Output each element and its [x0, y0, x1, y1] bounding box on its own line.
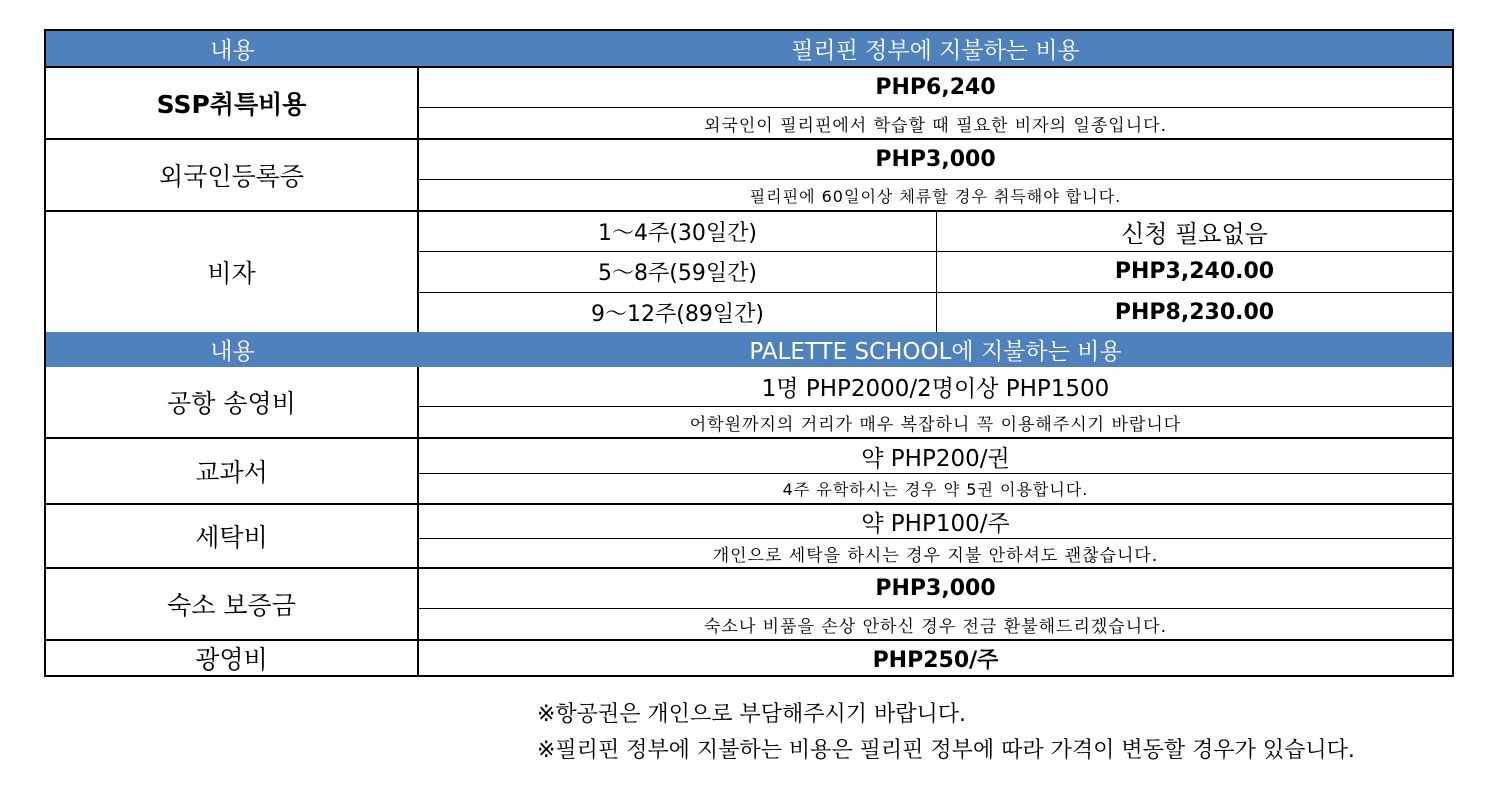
utility-price: PHP250/주 [872, 647, 999, 673]
visa-period: 5～8주(59일간) [419, 252, 937, 291]
visa-option-1 [419, 212, 1452, 251]
deposit-note: 숙소나 비품을 손상 안하신 경우 전금 환불해드리겠습니다. [419, 608, 1452, 639]
ssp-note: 외국인이 필리핀에서 학습할 때 필요한 비자의 일종입니다. [419, 107, 1452, 138]
school-header-left: 내용 [210, 339, 255, 365]
gov-header-left: 내용 [210, 38, 255, 64]
acr-price: PHP3,000 [875, 147, 996, 172]
textbook-price: 약 PHP200/권 [861, 445, 1010, 472]
pickup-price: 1명 PHP2000/2명이상 PHP1500 [761, 376, 1110, 402]
laundry-note: 개인으로 세탁을 하시는 경우 지불 안하셔도 괜찮습니다. [419, 538, 1452, 567]
visa-fee: PHP8,230.00 [1114, 299, 1275, 325]
visa-option-3 [419, 292, 1452, 332]
acr-row [46, 138, 1452, 210]
gov-header-right: 필리핀 정부에 지불하는 비용 [791, 38, 1080, 64]
deposit-row [46, 567, 1452, 639]
textbook-row [46, 437, 1452, 503]
laundry-price: 약 PHP100/주 [861, 511, 1010, 537]
visa-fee: 신청 필요없음 [1121, 220, 1268, 249]
deposit-label: 숙소 보증금 [46, 569, 419, 639]
deposit-price: PHP3,000 [875, 576, 996, 601]
gov-header-row [46, 31, 1452, 66]
textbook-label: 교과서 [46, 439, 419, 503]
laundry-row [46, 503, 1452, 567]
laundry-label: 세탁비 [46, 505, 419, 567]
pickup-note: 어학원까지의 거리가 매우 복잡하니 꼭 이용해주시기 바랍니다 [419, 406, 1452, 437]
ssp-row [46, 66, 1452, 138]
acr-note: 필리핀에 60일이상 체류할 경우 취득해야 합니다. [419, 179, 1452, 210]
footnote-airfare: ※항공권은 개인으로 부담해주시기 바랍니다. [537, 702, 966, 727]
school-header-right: PALETTE SCHOOL에 지불하는 비용 [749, 339, 1122, 365]
visa-fee: PHP3,240.00 [1114, 259, 1275, 285]
textbook-note: 4주 유학하시는 경우 약 5권 이용합니다. [419, 473, 1452, 503]
school-header-row [46, 332, 1452, 367]
utility-row [46, 639, 1452, 675]
visa-label: 비자 [46, 212, 419, 332]
footnote-price-change: ※필리핀 정부에 지불하는 비용은 필리핀 정부에 따라 가격이 변동할 경우가 있습니다. [537, 738, 1355, 763]
ssp-label: SSP취특비용 [46, 68, 419, 138]
utility-label: 광영비 [46, 641, 419, 675]
visa-period: 1～4주(30일간) [419, 212, 937, 251]
fee-table [44, 29, 1454, 677]
ssp-price: PHP6,240 [875, 75, 996, 100]
pickup-row [46, 367, 1452, 437]
visa-row [46, 210, 1452, 332]
visa-period: 9～12주(89일간) [419, 293, 937, 332]
pickup-label: 공항 송영비 [46, 367, 419, 437]
acr-label: 외국인등록증 [46, 140, 419, 210]
visa-option-2 [419, 251, 1452, 291]
